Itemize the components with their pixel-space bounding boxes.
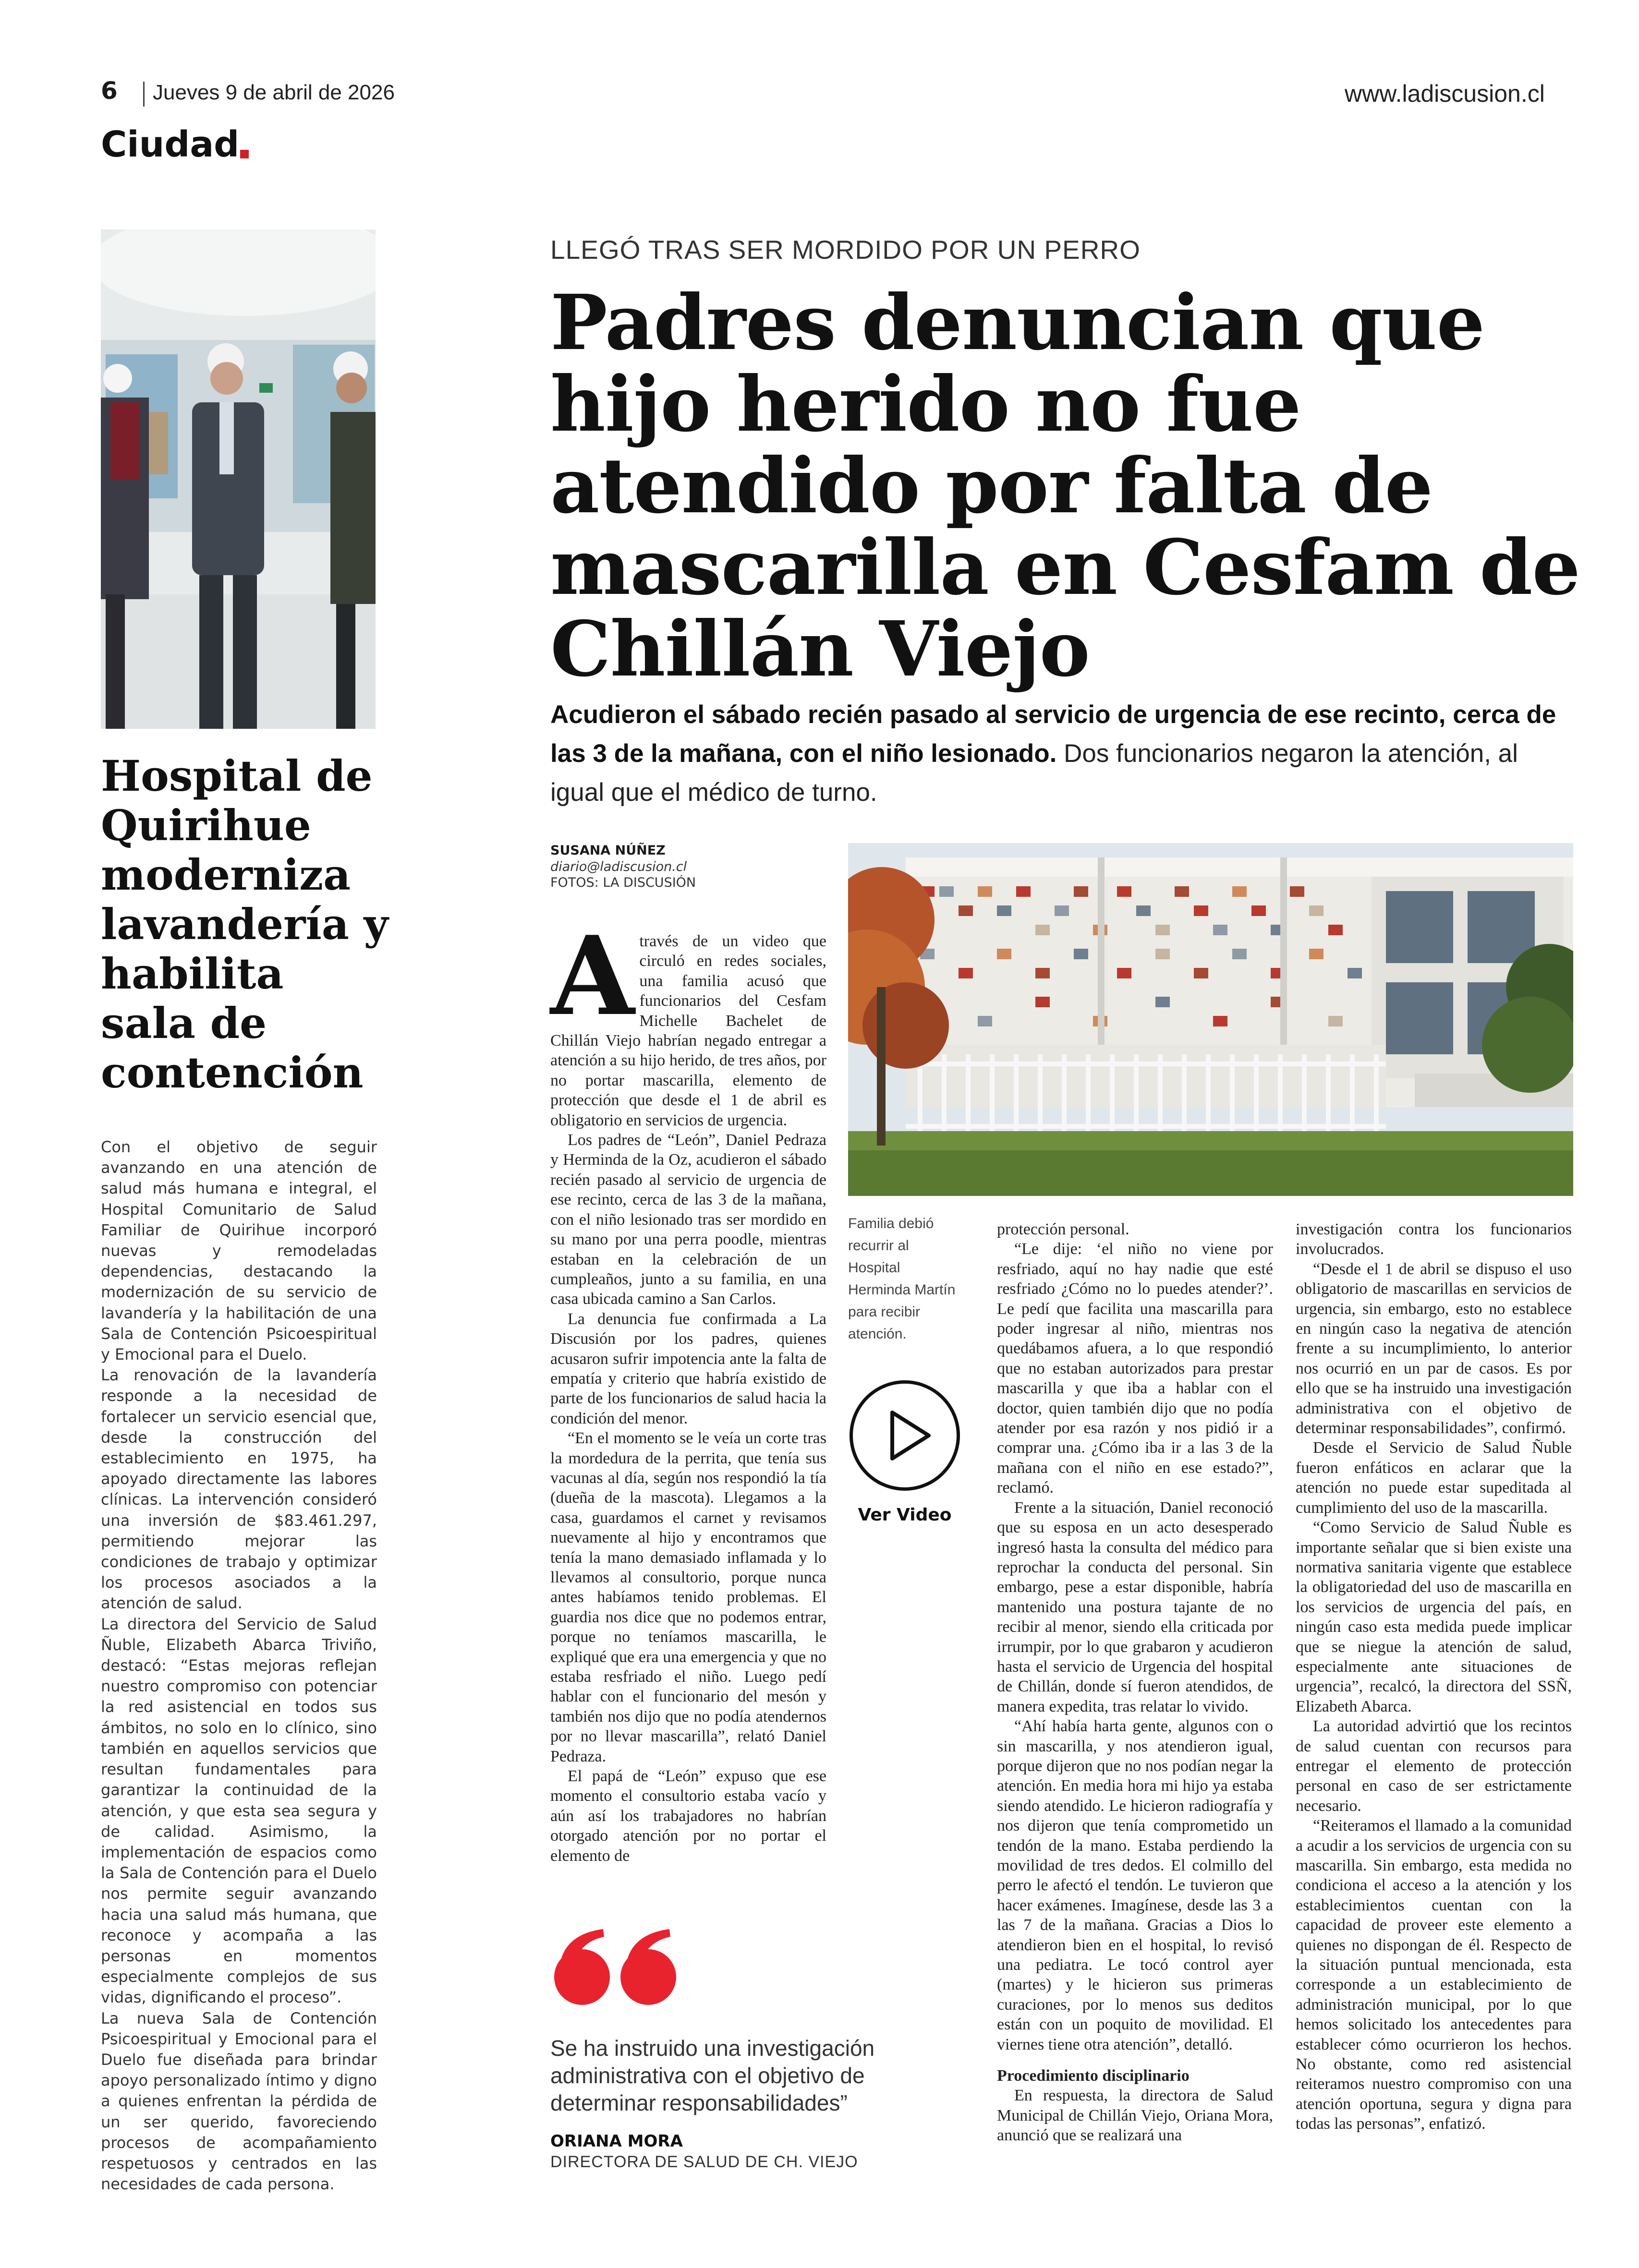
sidebar-photo <box>101 229 376 729</box>
article-paragraph: La denuncia fue confirmada a La Discusión por los padres, quienes acusaron sufrir impotencia ante la falta de empatía y criterio que habría existido de parte de los funcionarios de salud hacia la condición del menor. <box>550 1310 826 1427</box>
article-paragraph: “En el momento se le veía un corte tras la mordedura de la perrita, que tenía sus vacunas al día, según nos respondió la tía (dueña de la mascota). Llegamos a la casa, guardamos el carnet y revisamos nuevamente al hijo y encontramos que tenía la mano demasiado inflamada y lo llevamos al consultorio, porque nunca antes habíamos tenido problemas. El guardia nos dice que no podemos entrar, porque no teníamos mascarilla, le expliqué que era una emergencia y que no estaba resfriado el niño. Luego pedí hablar con el funcionario del mesón y también nos dijo que no podía atendernos por no llevar mascarilla”, relató Daniel Pedraza. <box>550 1429 826 1765</box>
article-paragraph: Frente a la situación, Daniel reconoció que su esposa en un acto desesperado ingresó hasta la consulta del médico para reprochar la conducta del personal. Sin embargo, pese a estar disponible, habría mantenido una postura tajante de no recibir al menor, siendo ella criticada por irrumpir, por lo que grabaron y acudieron hasta el servicio de Urgencia del hospital de Chillán, donde sí fueron atendidos, de manera expedita, tras relatar lo vivido. <box>997 1498 1273 1715</box>
article-paragraph: El papá de “León” expuso que ese momento el consultorio estaba vacío y aún así los trabajadores no habrían otorgado atención por no portar el elemento de <box>550 1767 826 1865</box>
pull-quote-text: Se ha instruido una investigación administrativa con el objetivo de determinar responsabilidades” <box>550 2036 875 2115</box>
byline-photos: FOTOS: LA DISCUSIÓN <box>550 875 696 890</box>
pull-quote-name: ORIANA MORA <box>550 2132 683 2151</box>
article-paragraph: “Le dije: ‘el niño no viene por resfriado, aquí no hay nadie que esté resfriado ¿Cómo no lo puedes atender?’. Le pedí que facilita una mascarilla para poder ingresar al niño, mientras nos quedábamos afuera, a lo que respondió que no estaban autorizados para prestar mascarilla y que iba a hablar con el doctor, quien también dijo que no podía atender por esa razón y nos pidió ir a comprar una. ¿Cómo iba ir a las 3 de la mañana con el niño en ese estado?”, reclamó. <box>997 1240 1273 1497</box>
article-paragraph: “Reiteramos el llamado a la comunidad a acudir a los servicios de urgencia con su mascarilla. Sin embargo, esta medida no condiciona el acceso a la atención y los establecimientos cuentan con la capacidad de proveer este elemento a quienes no dispongan de él. Respecto de la situación puntual mencionada, esta corresponde a un establecimiento de administración municipal, por lo que hemos solicitado los antecedentes para establecer cómo ocurrieron los hechos. No obstante, como red asistencial reiteramos nuestro compromiso con una atención oportuna, segura y digna para todas las personas”, enfatizó. <box>1296 1817 1572 2133</box>
sidebar-body <box>101 1137 377 2195</box>
article-subhead: Procedimiento disciplinario <box>997 2067 1190 2085</box>
article-paragraph: Los padres de “León”, Daniel Pedraza y Herminda de la Oz, acudieron el sábado recién pasado al servicio de urgencia de ese recinto, cerca de las 3 de la mañana, con el niño lesionado tras ser mordido en su mano por una perra poodle, mientras estaban en la celebración de un cumpleaños, junto a su familia, en una casa ubicada camino a San Carlos. <box>550 1131 826 1308</box>
article-column-4 <box>1296 1219 1572 2134</box>
issue-date: Jueves 9 de abril de 2026 <box>153 81 395 104</box>
sidebar-headline: Hospital de Quirihue moderniza lavandería y habilita sala de contención <box>101 751 389 1098</box>
article-paragraph: Através de un video que circuló en redes sociales, una familia acusó que funcionarios del Cesfam Michelle Bachelet de Chillán Viejo habrían negado entregar a atención a su hijo herido, de tres años, por no portar mascarilla, elemento de protección que desde el 1 de abril es obligatorio en servicios de urgencia. <box>550 913 826 1129</box>
article-paragraph: “Desde el 1 de abril se dispuso el uso obligatorio de mascarillas en servicios de urgencia, sin embargo, esto no establece en ningún caso la negativa de atención frente a su incumplimiento, lo anterior nos ocurrió en un par de casos. Es por ello que se ha instruido una investigación administrativa con el objetivo de determinar responsabilidades”, confirmó. <box>1296 1260 1572 1437</box>
article-kicker: LLEGÓ TRAS SER MORDIDO POR UN PERRO <box>550 235 1141 265</box>
article-paragraph: La autoridad advirtió que los recintos de salud cuentan con recursos para entregar el elemento de protección personal en caso de ser estrictamente necesario. <box>1296 1717 1572 1815</box>
article-photo-cesfam <box>848 843 1573 1196</box>
play-icon <box>853 1384 957 1487</box>
section-accent-dot <box>240 150 249 158</box>
article-paragraph: “Como Servicio de Salud Ñuble es importante señalar que si bien existe una normativa sanitaria vigente que establece la obligatoriedad del uso de mascarilla en los servicios de urgencia del país, en ningún caso esta medida puede implicar que se niegue la atención de salud, especialmente ante situaciones de urgencia”, recalcó, la directora del SSÑ, Elizabeth Abarca. <box>1296 1519 1572 1715</box>
section-title: Ciudad <box>101 124 240 165</box>
article-column-3 <box>997 1219 1273 2146</box>
article-paragraph: protección personal. <box>997 1220 1129 1238</box>
sidebar-paragraph: La renovación de la lavandería responde a la necesidad de fortalecer un servicio esencial que, desde la construcción del establecimiento en 1975, ha apoyado directamente las labores clínicas. La intervención consideró una inversión de $83.461.297, permitiendo mejorar las condiciones de trabajo y optimizar los procesos asociados a la atención de salud. <box>101 1366 377 1613</box>
dek-bold: Acudieron el sábado recién pasado al servicio de urgencia de ese recinto, cerca de las 3 de la mañana, con el niño lesionado. <box>550 700 1556 768</box>
article-headline: Padres denuncian que hijo herido no fue atendido por falta de mascarilla en Cesfam de Chillán Viejo <box>550 278 1580 694</box>
pull-quote-role: DIRECTORA DE SALUD DE CH. VIEJO <box>550 2153 858 2171</box>
article-paragraph: Desde el Servicio de Salud Ñuble fueron enfáticos en aclarar que la atención no puede estar supeditada al cumplimiento del uso de la mascarilla. <box>1296 1439 1572 1517</box>
article-dek <box>550 695 1573 812</box>
sidebar-paragraph: La directora del Servicio de Salud Ñuble, Elizabeth Abarca Triviño, destacó: “Estas mejoras reflejan nuestro compromiso con potenciar la red asistencial en todos sus ámbitos, no solo en lo clínico, sino también en aquellos servicios que resultan fundamentales para garantizar la continuidad de la atención, y que esta sea segura y de calidad. Asimismo, la implementación de espacios como la Sala de Contención para el Duelo nos permite seguir avanzando hacia una salud más humana, que reconoce y acompaña a las personas en momentos especialmente complejos de sus vidas, dignificando el proceso”. <box>101 1615 377 2007</box>
article-paragraph: “Ahí había harta gente, algunos con o sin mascarilla, y nos atendieron igual, porque dijeron que no nos podían negar la atención. En media hora mi hijo ya estaba siendo atendido. Le hicieron radiografía y nos dijeron que tenía comprometido un tendón de la mano. Estaba perdiendo la movilidad de tres dedos. El colmillo del perro le afectó el tendón. Le tuvieron que hacer exámenes. Imagínese, desde las 3 a las 7 de la mañana. Gracias a Dios lo atendieron bien en el hospital, lo revisó una pediatra. Le tocó control ayer (martes) y le hicieron sus primeras curaciones, por lo menos sus deditos están con un poquito de movilidad. El viernes tiene otra atención”, detalló. <box>997 1717 1273 2053</box>
article-column-1 <box>550 913 826 1866</box>
article-paragraph: En respuesta, la directora de Salud Municipal de Chillán Viejo, Oriana Mora, anunció que se realizará una <box>997 2087 1273 2145</box>
quote-mark-icon <box>550 1925 685 2009</box>
sidebar-paragraph: La nueva Sala de Contención Psicoespiritual y Emocional para el Duelo fue diseñada para brindar apoyo personalizado íntimo y digno a quienes enfrentan la pérdida de un ser querido, favoreciendo procesos de acompañamiento respetuosos y centrados en las necesidades de cada persona. <box>101 2009 377 2194</box>
byline-author: SUSANA NÚÑEZ <box>550 843 666 858</box>
video-label[interactable]: Ver Video <box>858 1505 952 1525</box>
page-number: 6 <box>101 77 118 105</box>
play-video-button[interactable] <box>850 1380 960 1491</box>
byline-email[interactable]: diario@ladiscusion.cl <box>550 859 687 874</box>
photo-caption: Familia debió recurrir al Hospital Herminda Martín para recibir atención. <box>848 1216 956 1342</box>
header-divider <box>143 82 145 107</box>
sidebar-paragraph: Con el objetivo de seguir avanzando en una atención de salud más humana e integral, el Hospital Comunitario de Salud Familiar de Quirihue incorporó nuevas y remodeladas dependencias, destacando la modernización de su servicio de lavandería y la habilitación de una Sala de Contención Psicoespiritual y Emocional para el Duelo. <box>101 1138 377 1364</box>
drop-cap: A <box>550 913 635 1040</box>
dek-rest: Dos funcionarios negaron la atención, al igual que el médico de turno. <box>550 739 1518 807</box>
website-link[interactable]: www.ladiscusion.cl <box>1345 80 1545 107</box>
article-paragraph: investigación contra los funcionarios involucrados. <box>1296 1220 1572 1258</box>
